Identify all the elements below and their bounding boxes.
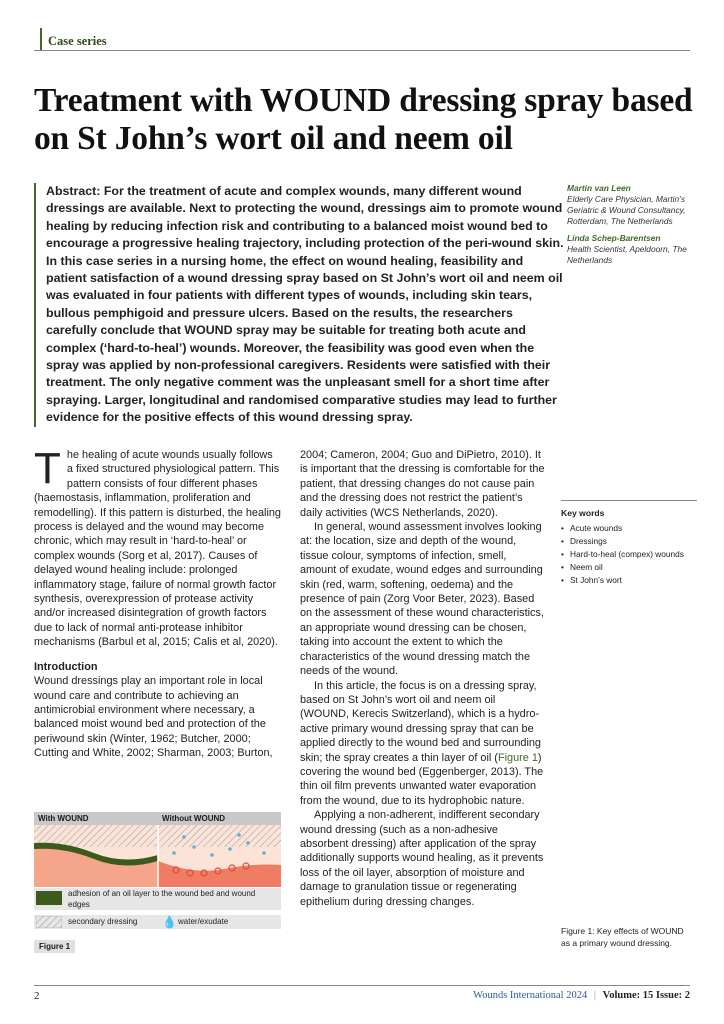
wound-diagram [34, 825, 281, 887]
keyword-item: • Acute wounds [561, 522, 697, 535]
body-column-2 [300, 448, 545, 909]
author-name: Linda Schep-Barentsen [567, 233, 661, 243]
journal-footer [473, 990, 690, 1001]
author-block [567, 183, 697, 272]
body-paragraph: 2004; Cameron, 2004; Guo and DiPietro, 2010). It is important that the dressing is comfortable for the patient, that dressing changes do not cause pain and the dressing does not restrict the patient’s daily activities (WCS Netherlands, 2020). [300, 449, 545, 519]
author-affiliation: Health Scientist, Apeldoorn, The Netherlands [567, 244, 687, 265]
body-paragraph: In general, wound assessment involves looking at: the location, size and depth of the wound, tissue colour, symptoms of infection, smell, amount of exudate, wound edges and surrounding skin (red, warm, softening, oedema) and the presence of pain (Zorg Voor Beter, 2023). Based on the assessment of these wound characteristics, an appropriate wound dressing can be chosen, taking into account the extent to which the characteristics of the wound dressing match the needs of the wound. [300, 521, 544, 678]
body-paragraph: Wound dressings play an important role in local wound care and contribute to achieving an antimicrobial environment where necessary, a balanced moist wound bed and protection of the periwound skin (Winter, 1962; Butcher, 2000; Cutting and White, 2002; Sharman, 2003; Burton, [34, 675, 273, 760]
keyword-item: • St John’s wort [561, 574, 697, 587]
figure-label-without: Without WOUND [162, 814, 226, 823]
legend-water-text: water/exudate [178, 917, 229, 926]
body-paragraph: In this article, the focus is on a dressing spray, based on St John’s wort oil and neem oil (WOUND, Kerecis Switzerland), which is a hydro-active primary wound dressing spray that can be applied directly to the wound bed and surrounding skin; the spray creates a thin layer of oil (Figure 1) covering the wound bed (Eggenberger, 2013). The thin oil film prevents unwanted water evaporation from the wound, due to its hydrophobic nature. [300, 679, 544, 807]
abstract: Abstract: For the treatment of acute and complex wounds, many different wound dressings are available. Next to protecting the wound, dressings aim to promote wound healing by reducing infection risk and contributing to a balanced moist wound bed to encourage a progressive healing trajectory, including protection of the peri-wound skin. In this case series in a nursing home, the effect on wound healing, feasibility and patient satisfaction of a wound dressing spray based on St John’s wort oil and neem oil was evaluated in four patients with different types of wounds, including skin tears, bullous pemphigoid and pressure ulcers. Based on the results, the researchers carefully conclude that WOUND spray may be suitable for treating both acute and complex (‘hard-to-heal’) wounds. Moreover, the feasibility was good even when the spray was applied by non-professional caregivers. Residents were satisfied with their treatment. The only negative comment was the unpleasant smell for a short time after spraying. Larger, longitudinal and randomised comparative studies may lead to further evidence for the positive effects of this wound dressing spray. [34, 183, 566, 427]
figure-link[interactable]: Figure 1 [497, 751, 538, 764]
legend-oil-text: adhesion of an oil layer to the wound bed and wound edges [68, 889, 256, 909]
legend-row-oil [34, 888, 281, 910]
section-label: Case series [40, 28, 107, 50]
figure-label-with: With WOUND [38, 814, 89, 823]
figure-caption: Figure 1: Key effects of WOUND as a primary wound dressing. [561, 926, 684, 948]
footer-divider [34, 985, 690, 986]
journal-volume: Volume: 15 Issue: 2 [602, 990, 690, 1001]
figure-number: Figure 1 [34, 940, 75, 953]
body-paragraph: Applying a non-adherent, indifferent secondary wound dressing (such as a non-adhesive absorbent dressing) after application of the spray additionally supports wound healing, as it prevents loss of the oil layer, absorption of moisture and damage to granulation tissue or regenerating epithelium during dressing changes. [300, 809, 544, 908]
keyword-item: • Neem oil [561, 561, 697, 574]
drop-cap: T [34, 444, 61, 493]
author-name: Martin van Leen [567, 183, 631, 193]
figure-1 [34, 812, 281, 958]
footer-separator: | [593, 990, 596, 1001]
legend-secondary-text: secondary dressing [68, 917, 138, 926]
figure-header-bar [34, 812, 281, 825]
keywords-box [561, 500, 697, 587]
author-affiliation: Elderly Care Physician, Martin’s Geriatric & Wound Consultancy, Rotterdam, The Netherlands [567, 194, 686, 226]
section-heading: Introduction [34, 660, 98, 673]
journal-name: Wounds International 2024 [473, 990, 588, 1001]
keywords-title: Key words [561, 508, 605, 518]
legend-row-secondary [34, 915, 281, 929]
header-divider [34, 50, 690, 51]
article-title: Treatment with WOUND dressing spray based on St John’s wort oil and neem oil [34, 82, 693, 157]
body-paragraph: he healing of acute wounds usually follows a fixed structured physiological pattern. This pattern consists of four different phases (haemostasis, inflammation, proliferation and remodelling). If this pattern is disturbed, the healing process is delayed and the wound may become chronic, which may result in ‘hard-to-heal’ or complex wounds (Sorg et al, 2017). Causes of delayed wound healing include: prolonged inflammatory stage, failure of normal growth factor synthesis, overexpression of protease activity and/or increased disintegration of growth factors due to lack of normal anti-protease inhibitor mechanisms (Barbul et al, 2015; Calis et al, 2020). [34, 449, 281, 649]
water-drop-icon: 💧 [162, 915, 177, 929]
page-number: 2 [34, 990, 40, 1002]
keyword-item: • Dressings [561, 535, 697, 548]
oil-swatch [36, 891, 62, 905]
keyword-item: • Hard-to-heal (compex) wounds [561, 548, 697, 561]
hatch-swatch [36, 916, 62, 928]
body-column-1 [34, 444, 281, 761]
